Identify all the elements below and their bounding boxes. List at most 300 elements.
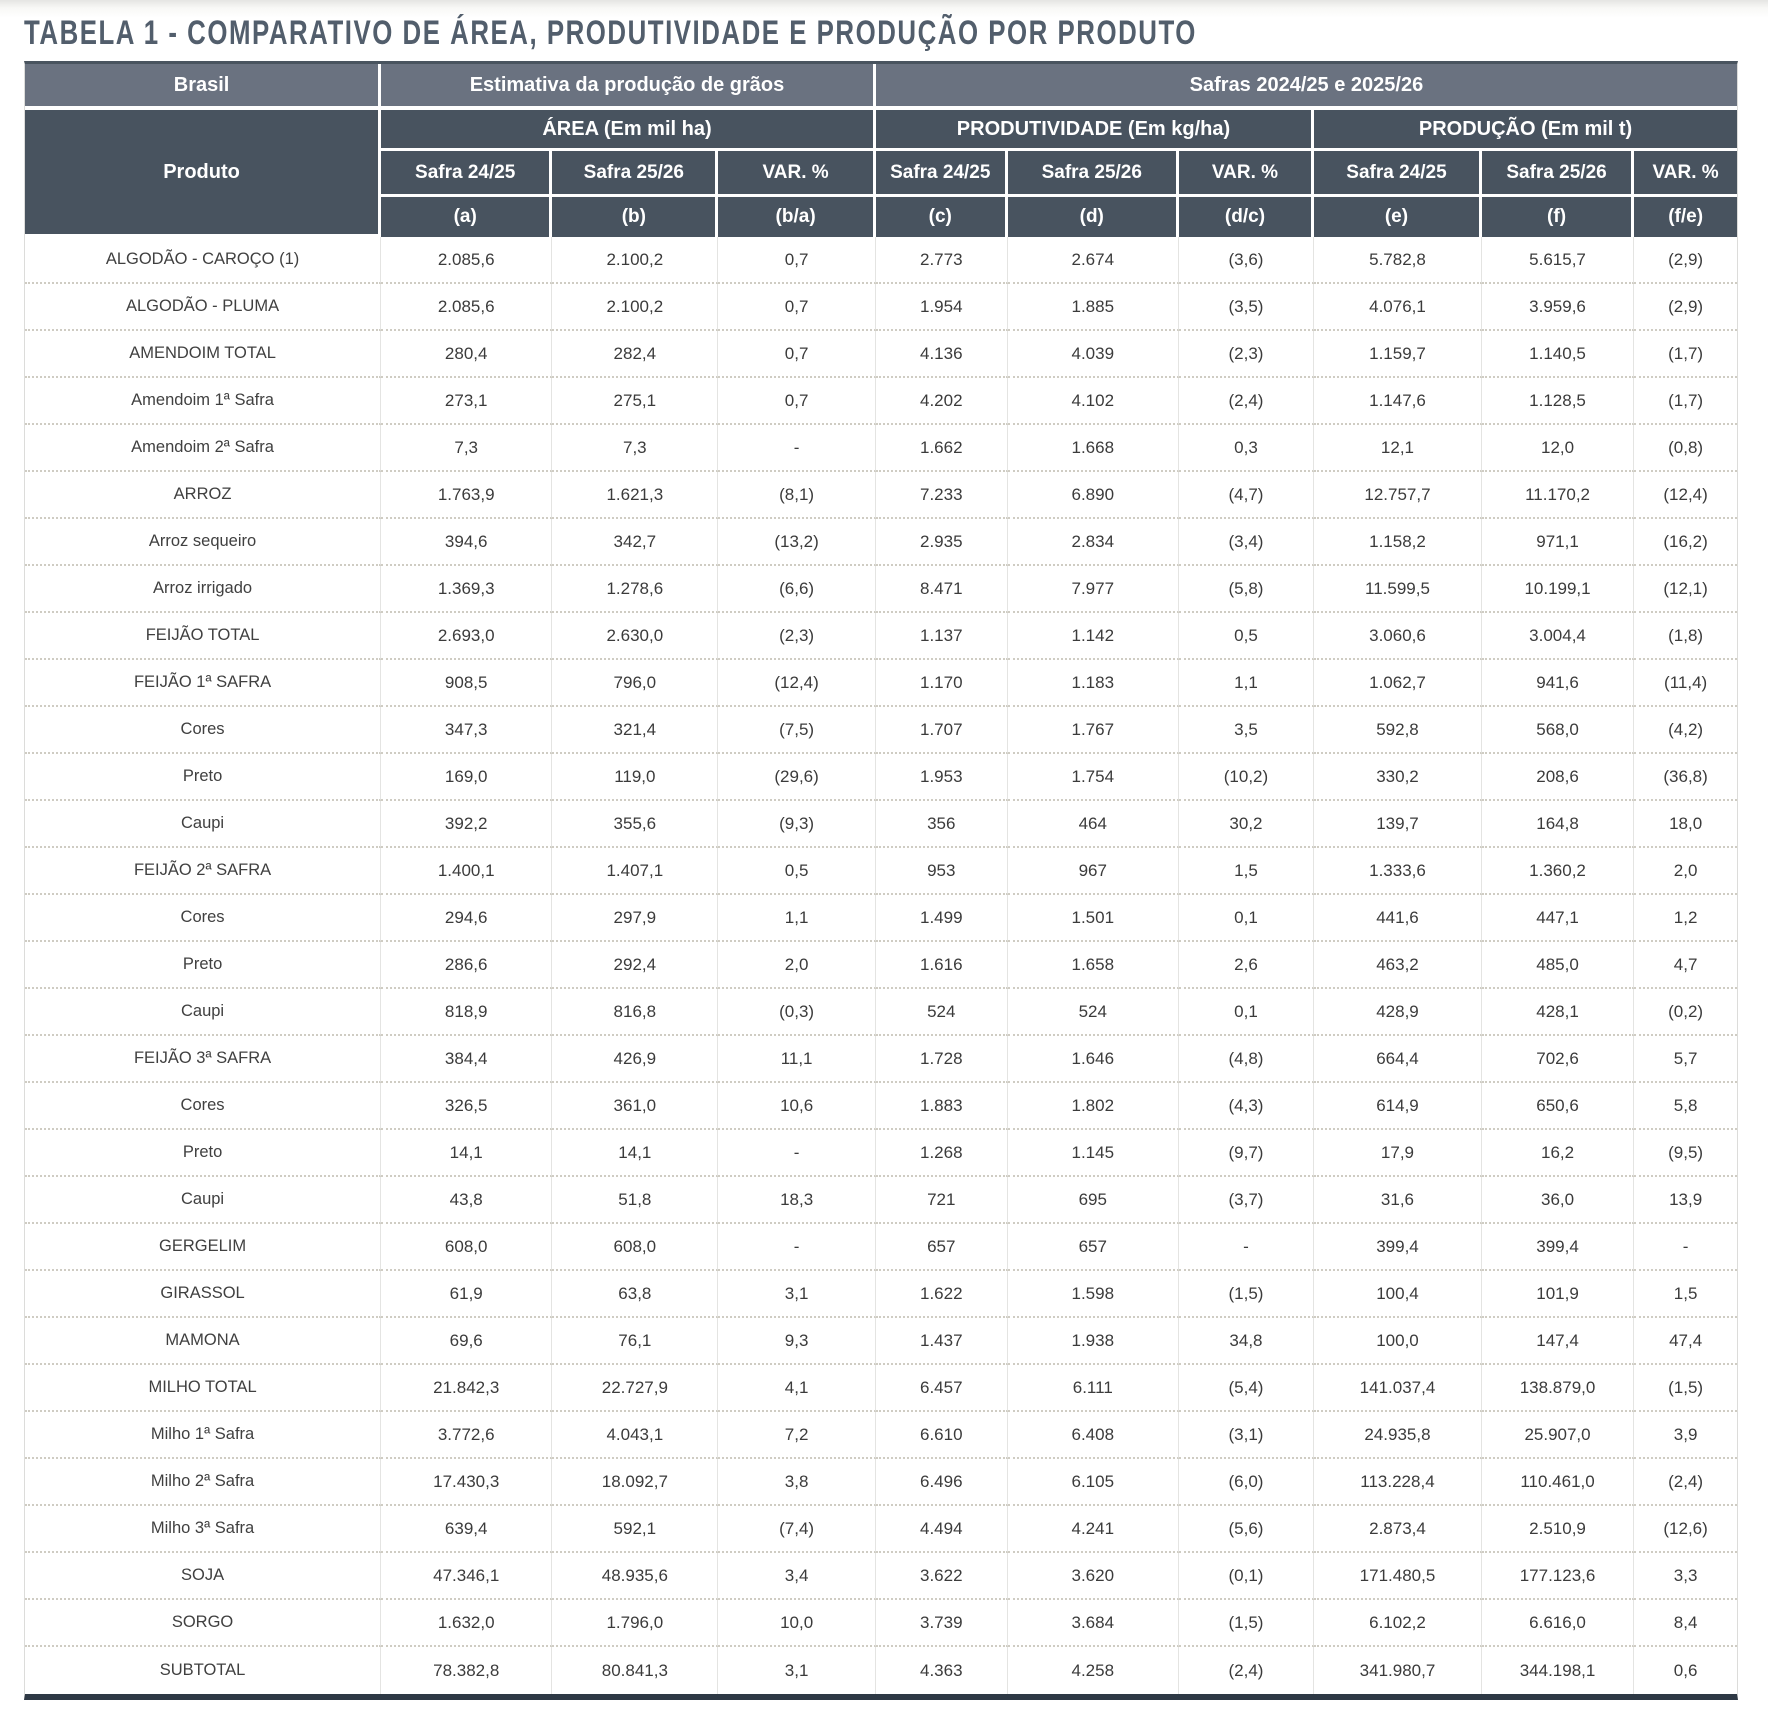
value-cell: 16,2 xyxy=(1482,1130,1634,1177)
value-cell: 51,8 xyxy=(552,1177,718,1224)
value-cell: 3.622 xyxy=(876,1553,1008,1600)
value-cell: 12,0 xyxy=(1482,425,1634,472)
value-cell: (1,8) xyxy=(1634,613,1737,660)
value-cell: 3,4 xyxy=(718,1553,876,1600)
value-cell: 0,7 xyxy=(718,237,876,284)
value-cell: 3.772,6 xyxy=(381,1412,552,1459)
value-cell: 164,8 xyxy=(1482,801,1634,848)
value-cell: (3,6) xyxy=(1179,237,1314,284)
value-cell: 6.111 xyxy=(1008,1365,1179,1412)
value-cell: 2.935 xyxy=(876,519,1008,566)
value-cell: 10.199,1 xyxy=(1482,566,1634,613)
value-cell: 141.037,4 xyxy=(1314,1365,1482,1412)
value-cell: 702,6 xyxy=(1482,1036,1634,1083)
value-cell: 100,4 xyxy=(1314,1271,1482,1318)
value-cell: 1,5 xyxy=(1179,848,1314,895)
value-cell: 524 xyxy=(1008,989,1179,1036)
value-cell: 2.630,0 xyxy=(552,613,718,660)
value-cell: (13,2) xyxy=(718,519,876,566)
table-row xyxy=(25,989,1737,1036)
value-cell: 4.202 xyxy=(876,378,1008,425)
value-cell: (3,4) xyxy=(1179,519,1314,566)
value-cell: 2.674 xyxy=(1008,237,1179,284)
product-cell: Milho 1ª Safra xyxy=(25,1412,381,1459)
table-row xyxy=(25,284,1737,331)
value-cell: (5,8) xyxy=(1179,566,1314,613)
value-cell: 0,6 xyxy=(1634,1647,1737,1694)
value-cell: 3,1 xyxy=(718,1647,876,1694)
value-cell: 48.935,6 xyxy=(552,1553,718,1600)
value-cell: 1.268 xyxy=(876,1130,1008,1177)
value-cell: 341.980,7 xyxy=(1314,1647,1482,1694)
value-cell: 5.615,7 xyxy=(1482,237,1634,284)
table-row xyxy=(25,1506,1737,1553)
value-cell: 4.136 xyxy=(876,331,1008,378)
value-cell: 392,2 xyxy=(381,801,552,848)
value-cell: 0,5 xyxy=(1179,613,1314,660)
value-cell: (0,3) xyxy=(718,989,876,1036)
value-cell: (3,1) xyxy=(1179,1412,1314,1459)
value-cell: 294,6 xyxy=(381,895,552,942)
value-cell: 0,7 xyxy=(718,331,876,378)
product-cell: ARROZ xyxy=(25,472,381,519)
value-cell: (7,5) xyxy=(718,707,876,754)
value-cell: (7,4) xyxy=(718,1506,876,1553)
value-cell: 119,0 xyxy=(552,754,718,801)
value-cell: 2.873,4 xyxy=(1314,1506,1482,1553)
product-cell: Caupi xyxy=(25,801,381,848)
value-cell: 4.039 xyxy=(1008,331,1179,378)
product-cell: Amendoim 1ª Safra xyxy=(25,378,381,425)
value-cell: 4.043,1 xyxy=(552,1412,718,1459)
header-row-groups xyxy=(25,110,1737,151)
value-cell: 1.622 xyxy=(876,1271,1008,1318)
value-cell: 139,7 xyxy=(1314,801,1482,848)
value-cell: (4,8) xyxy=(1179,1036,1314,1083)
value-cell: 3.004,4 xyxy=(1482,613,1634,660)
header-letter: (e) xyxy=(1314,197,1482,237)
value-cell: 171.480,5 xyxy=(1314,1553,1482,1600)
value-cell: 147,4 xyxy=(1482,1318,1634,1365)
value-cell: (9,5) xyxy=(1634,1130,1737,1177)
header-row-top xyxy=(25,64,1737,110)
value-cell: 1,2 xyxy=(1634,895,1737,942)
header-sub: VAR. % xyxy=(1634,151,1737,197)
value-cell: 10,0 xyxy=(718,1600,876,1647)
value-cell: 2.834 xyxy=(1008,519,1179,566)
value-cell: 1.501 xyxy=(1008,895,1179,942)
value-cell: 524 xyxy=(876,989,1008,1036)
value-cell: 608,0 xyxy=(381,1224,552,1271)
value-cell: 796,0 xyxy=(552,660,718,707)
value-cell: 63,8 xyxy=(552,1271,718,1318)
value-cell: 3,3 xyxy=(1634,1553,1737,1600)
product-cell: FEIJÃO 1ª SAFRA xyxy=(25,660,381,707)
value-cell: 321,4 xyxy=(552,707,718,754)
value-cell: 1.147,6 xyxy=(1314,378,1482,425)
value-cell: 384,4 xyxy=(381,1036,552,1083)
value-cell: (1,5) xyxy=(1634,1365,1737,1412)
value-cell: 0,1 xyxy=(1179,895,1314,942)
value-cell: 0,7 xyxy=(718,284,876,331)
value-cell: 138.879,0 xyxy=(1482,1365,1634,1412)
value-cell: 30,2 xyxy=(1179,801,1314,848)
value-cell: 2.085,6 xyxy=(381,284,552,331)
value-cell: 941,6 xyxy=(1482,660,1634,707)
value-cell: 0,1 xyxy=(1179,989,1314,1036)
value-cell: 6.890 xyxy=(1008,472,1179,519)
value-cell: 3,8 xyxy=(718,1459,876,1506)
value-cell: 11.599,5 xyxy=(1314,566,1482,613)
table-body xyxy=(25,237,1737,1694)
value-cell: 1.170 xyxy=(876,660,1008,707)
value-cell: 639,4 xyxy=(381,1506,552,1553)
table-row xyxy=(25,331,1737,378)
value-cell: 399,4 xyxy=(1314,1224,1482,1271)
header-sub: Safra 24/25 xyxy=(381,151,552,197)
value-cell: 953 xyxy=(876,848,1008,895)
value-cell: 6.105 xyxy=(1008,1459,1179,1506)
value-cell: 650,6 xyxy=(1482,1083,1634,1130)
value-cell: 4,1 xyxy=(718,1365,876,1412)
value-cell: 1.646 xyxy=(1008,1036,1179,1083)
value-cell: (3,7) xyxy=(1179,1177,1314,1224)
table-row xyxy=(25,1553,1737,1600)
header-group-produtividade: PRODUTIVIDADE (Em kg/ha) xyxy=(876,110,1314,151)
value-cell: (11,4) xyxy=(1634,660,1737,707)
value-cell: 1.767 xyxy=(1008,707,1179,754)
value-cell: 1.621,3 xyxy=(552,472,718,519)
product-cell: GIRASSOL xyxy=(25,1271,381,1318)
value-cell: 286,6 xyxy=(381,942,552,989)
value-cell: 1.183 xyxy=(1008,660,1179,707)
value-cell: 3,5 xyxy=(1179,707,1314,754)
value-cell: 6.457 xyxy=(876,1365,1008,1412)
value-cell: (2,3) xyxy=(718,613,876,660)
product-cell: FEIJÃO 3ª SAFRA xyxy=(25,1036,381,1083)
value-cell: 14,1 xyxy=(381,1130,552,1177)
table-row xyxy=(25,237,1737,284)
value-cell: (12,4) xyxy=(1634,472,1737,519)
value-cell: 608,0 xyxy=(552,1224,718,1271)
table-row xyxy=(25,519,1737,566)
value-cell: (2,4) xyxy=(1179,1647,1314,1694)
value-cell: (12,4) xyxy=(718,660,876,707)
value-cell: 1.796,0 xyxy=(552,1600,718,1647)
value-cell: 110.461,0 xyxy=(1482,1459,1634,1506)
value-cell: 1.802 xyxy=(1008,1083,1179,1130)
value-cell: 428,9 xyxy=(1314,989,1482,1036)
value-cell: 2,0 xyxy=(718,942,876,989)
value-cell: 80.841,3 xyxy=(552,1647,718,1694)
product-cell: GERGELIM xyxy=(25,1224,381,1271)
value-cell: 101,9 xyxy=(1482,1271,1634,1318)
header-letter: (c) xyxy=(876,197,1008,237)
value-cell: 2,0 xyxy=(1634,848,1737,895)
value-cell: 592,1 xyxy=(552,1506,718,1553)
value-cell: 1.763,9 xyxy=(381,472,552,519)
header-sub: Safra 25/26 xyxy=(552,151,718,197)
value-cell: 7.233 xyxy=(876,472,1008,519)
header-sub: Safra 24/25 xyxy=(1314,151,1482,197)
product-cell: Cores xyxy=(25,895,381,942)
value-cell: 399,4 xyxy=(1482,1224,1634,1271)
table-row xyxy=(25,707,1737,754)
value-cell: 3.739 xyxy=(876,1600,1008,1647)
value-cell: 2.100,2 xyxy=(552,284,718,331)
value-cell: 1.754 xyxy=(1008,754,1179,801)
table-row xyxy=(25,472,1737,519)
table-row xyxy=(25,754,1737,801)
value-cell: (1,7) xyxy=(1634,331,1737,378)
value-cell: 14,1 xyxy=(552,1130,718,1177)
header-sub: VAR. % xyxy=(718,151,876,197)
value-cell: 31,6 xyxy=(1314,1177,1482,1224)
value-cell: 1.142 xyxy=(1008,613,1179,660)
value-cell: 326,5 xyxy=(381,1083,552,1130)
value-cell: 1.360,2 xyxy=(1482,848,1634,895)
header-letter: (d/c) xyxy=(1179,197,1314,237)
value-cell: 7,3 xyxy=(381,425,552,472)
value-cell: 1.407,1 xyxy=(552,848,718,895)
product-cell: SOJA xyxy=(25,1553,381,1600)
header-letter: (a) xyxy=(381,197,552,237)
value-cell: 21.842,3 xyxy=(381,1365,552,1412)
value-cell: 614,9 xyxy=(1314,1083,1482,1130)
value-cell: 208,6 xyxy=(1482,754,1634,801)
value-cell: (1,5) xyxy=(1179,1271,1314,1318)
value-cell: (0,8) xyxy=(1634,425,1737,472)
value-cell: 355,6 xyxy=(552,801,718,848)
value-cell: 1.598 xyxy=(1008,1271,1179,1318)
value-cell: 1.159,7 xyxy=(1314,331,1482,378)
value-cell: (2,4) xyxy=(1634,1459,1737,1506)
value-cell: 18.092,7 xyxy=(552,1459,718,1506)
value-cell: 22.727,9 xyxy=(552,1365,718,1412)
header-estimativa: Estimativa da produção de grãos xyxy=(381,64,876,110)
table-row xyxy=(25,1365,1737,1412)
value-cell: 1.369,3 xyxy=(381,566,552,613)
value-cell: - xyxy=(718,1130,876,1177)
value-cell: 1.278,6 xyxy=(552,566,718,613)
value-cell: 394,6 xyxy=(381,519,552,566)
header-safras: Safras 2024/25 e 2025/26 xyxy=(876,64,1737,110)
table-row xyxy=(25,1600,1737,1647)
product-cell: AMENDOIM TOTAL xyxy=(25,331,381,378)
value-cell: 4,7 xyxy=(1634,942,1737,989)
value-cell: 1.062,7 xyxy=(1314,660,1482,707)
header-group-area: ÁREA (Em mil ha) xyxy=(381,110,876,151)
value-cell: 1.954 xyxy=(876,284,1008,331)
value-cell: 342,7 xyxy=(552,519,718,566)
value-cell: 1.137 xyxy=(876,613,1008,660)
value-cell: (5,6) xyxy=(1179,1506,1314,1553)
value-cell: 4.258 xyxy=(1008,1647,1179,1694)
value-cell: 1.938 xyxy=(1008,1318,1179,1365)
value-cell: 1.632,0 xyxy=(381,1600,552,1647)
value-cell: 78.382,8 xyxy=(381,1647,552,1694)
header-produto: Produto xyxy=(25,110,381,237)
value-cell: 356 xyxy=(876,801,1008,848)
value-cell: 463,2 xyxy=(1314,942,1482,989)
value-cell: 18,0 xyxy=(1634,801,1737,848)
value-cell: 10,6 xyxy=(718,1083,876,1130)
value-cell: 47,4 xyxy=(1634,1318,1737,1365)
value-cell: 426,9 xyxy=(552,1036,718,1083)
value-cell: 0,7 xyxy=(718,378,876,425)
value-cell: 8.471 xyxy=(876,566,1008,613)
value-cell: (4,7) xyxy=(1179,472,1314,519)
value-cell: 17,9 xyxy=(1314,1130,1482,1177)
table-row xyxy=(25,801,1737,848)
header-letter: (f) xyxy=(1482,197,1634,237)
value-cell: (1,5) xyxy=(1179,1600,1314,1647)
header-letter: (b/a) xyxy=(718,197,876,237)
header-sub: Safra 25/26 xyxy=(1482,151,1634,197)
value-cell: 657 xyxy=(1008,1224,1179,1271)
value-cell: 344.198,1 xyxy=(1482,1647,1634,1694)
value-cell: 1.400,1 xyxy=(381,848,552,895)
value-cell: - xyxy=(718,425,876,472)
header-letter: (f/e) xyxy=(1634,197,1737,237)
value-cell: 280,4 xyxy=(381,331,552,378)
value-cell: (0,2) xyxy=(1634,989,1737,1036)
value-cell: 169,0 xyxy=(381,754,552,801)
header-sub: Safra 24/25 xyxy=(876,151,1008,197)
page-title: TABELA 1 - COMPARATIVO DE ÁREA, PRODUTIVIDADE E PRODUÇÃO POR PRODUTO xyxy=(24,14,1197,52)
header-group-producao: PRODUÇÃO (Em mil t) xyxy=(1314,110,1737,151)
product-cell: FEIJÃO TOTAL xyxy=(25,613,381,660)
value-cell: 2.510,9 xyxy=(1482,1506,1634,1553)
product-cell: Caupi xyxy=(25,1177,381,1224)
value-cell: (5,4) xyxy=(1179,1365,1314,1412)
value-cell: 1.333,6 xyxy=(1314,848,1482,895)
value-cell: 2.100,2 xyxy=(552,237,718,284)
value-cell: (2,9) xyxy=(1634,284,1737,331)
value-cell: 11,1 xyxy=(718,1036,876,1083)
value-cell: 76,1 xyxy=(552,1318,718,1365)
value-cell: 6.610 xyxy=(876,1412,1008,1459)
table-row xyxy=(25,1177,1737,1224)
value-cell: 721 xyxy=(876,1177,1008,1224)
value-cell: 1.728 xyxy=(876,1036,1008,1083)
value-cell: 9,3 xyxy=(718,1318,876,1365)
value-cell: 177.123,6 xyxy=(1482,1553,1634,1600)
value-cell: 6.616,0 xyxy=(1482,1600,1634,1647)
value-cell: 1,1 xyxy=(1179,660,1314,707)
value-cell: (16,2) xyxy=(1634,519,1737,566)
product-cell: Preto xyxy=(25,754,381,801)
value-cell: - xyxy=(1179,1224,1314,1271)
table-row xyxy=(25,942,1737,989)
value-cell: 36,0 xyxy=(1482,1177,1634,1224)
value-cell: (10,2) xyxy=(1179,754,1314,801)
value-cell: 4.076,1 xyxy=(1314,284,1482,331)
value-cell: 1.158,2 xyxy=(1314,519,1482,566)
header-sub: Safra 25/26 xyxy=(1008,151,1179,197)
table-row xyxy=(25,1318,1737,1365)
value-cell: 1.707 xyxy=(876,707,1008,754)
value-cell: 5.782,8 xyxy=(1314,237,1482,284)
value-cell: 7,2 xyxy=(718,1412,876,1459)
header-sub: VAR. % xyxy=(1179,151,1314,197)
value-cell: 1.885 xyxy=(1008,284,1179,331)
value-cell: 8,4 xyxy=(1634,1600,1737,1647)
value-cell: 3.684 xyxy=(1008,1600,1179,1647)
value-cell: (8,1) xyxy=(718,472,876,519)
value-cell: 25.907,0 xyxy=(1482,1412,1634,1459)
product-cell: Preto xyxy=(25,942,381,989)
value-cell: 1,5 xyxy=(1634,1271,1737,1318)
value-cell: 330,2 xyxy=(1314,754,1482,801)
product-cell: SUBTOTAL xyxy=(25,1647,381,1694)
value-cell: (2,9) xyxy=(1634,237,1737,284)
table-row xyxy=(25,1036,1737,1083)
value-cell: 6.496 xyxy=(876,1459,1008,1506)
value-cell: 1.499 xyxy=(876,895,1008,942)
value-cell: 1.883 xyxy=(876,1083,1008,1130)
value-cell: 447,1 xyxy=(1482,895,1634,942)
value-cell: (6,6) xyxy=(718,566,876,613)
value-cell: 1.662 xyxy=(876,425,1008,472)
value-cell: 428,1 xyxy=(1482,989,1634,1036)
table-row xyxy=(25,1647,1737,1694)
value-cell: 13,9 xyxy=(1634,1177,1737,1224)
value-cell: (6,0) xyxy=(1179,1459,1314,1506)
value-cell: 61,9 xyxy=(381,1271,552,1318)
value-cell: 3.620 xyxy=(1008,1553,1179,1600)
product-cell: ALGODÃO - PLUMA xyxy=(25,284,381,331)
value-cell: 6.408 xyxy=(1008,1412,1179,1459)
value-cell: 69,6 xyxy=(381,1318,552,1365)
value-cell: 297,9 xyxy=(552,895,718,942)
value-cell: (12,1) xyxy=(1634,566,1737,613)
value-cell: 4.241 xyxy=(1008,1506,1179,1553)
table-row xyxy=(25,660,1737,707)
value-cell: 3,1 xyxy=(718,1271,876,1318)
header-letter: (b) xyxy=(552,197,718,237)
value-cell: 7,3 xyxy=(552,425,718,472)
value-cell: 292,4 xyxy=(552,942,718,989)
value-cell: 275,1 xyxy=(552,378,718,425)
value-cell: (0,1) xyxy=(1179,1553,1314,1600)
value-cell: 2.693,0 xyxy=(381,613,552,660)
value-cell: 347,3 xyxy=(381,707,552,754)
value-cell: 3.060,6 xyxy=(1314,613,1482,660)
value-cell: 5,7 xyxy=(1634,1036,1737,1083)
product-cell: Arroz sequeiro xyxy=(25,519,381,566)
table-row xyxy=(25,1130,1737,1177)
value-cell: 657 xyxy=(876,1224,1008,1271)
value-cell: 1.128,5 xyxy=(1482,378,1634,425)
value-cell: 695 xyxy=(1008,1177,1179,1224)
value-cell: 818,9 xyxy=(381,989,552,1036)
value-cell: 1.616 xyxy=(876,942,1008,989)
value-cell: 485,0 xyxy=(1482,942,1634,989)
value-cell: - xyxy=(1634,1224,1737,1271)
table-row xyxy=(25,1412,1737,1459)
value-cell: 1.145 xyxy=(1008,1130,1179,1177)
value-cell: 2,6 xyxy=(1179,942,1314,989)
value-cell: 7.977 xyxy=(1008,566,1179,613)
value-cell: 18,3 xyxy=(718,1177,876,1224)
value-cell: (2,3) xyxy=(1179,331,1314,378)
value-cell: (4,3) xyxy=(1179,1083,1314,1130)
value-cell: 12.757,7 xyxy=(1314,472,1482,519)
value-cell: 11.170,2 xyxy=(1482,472,1634,519)
product-cell: Milho 2ª Safra xyxy=(25,1459,381,1506)
value-cell: 967 xyxy=(1008,848,1179,895)
